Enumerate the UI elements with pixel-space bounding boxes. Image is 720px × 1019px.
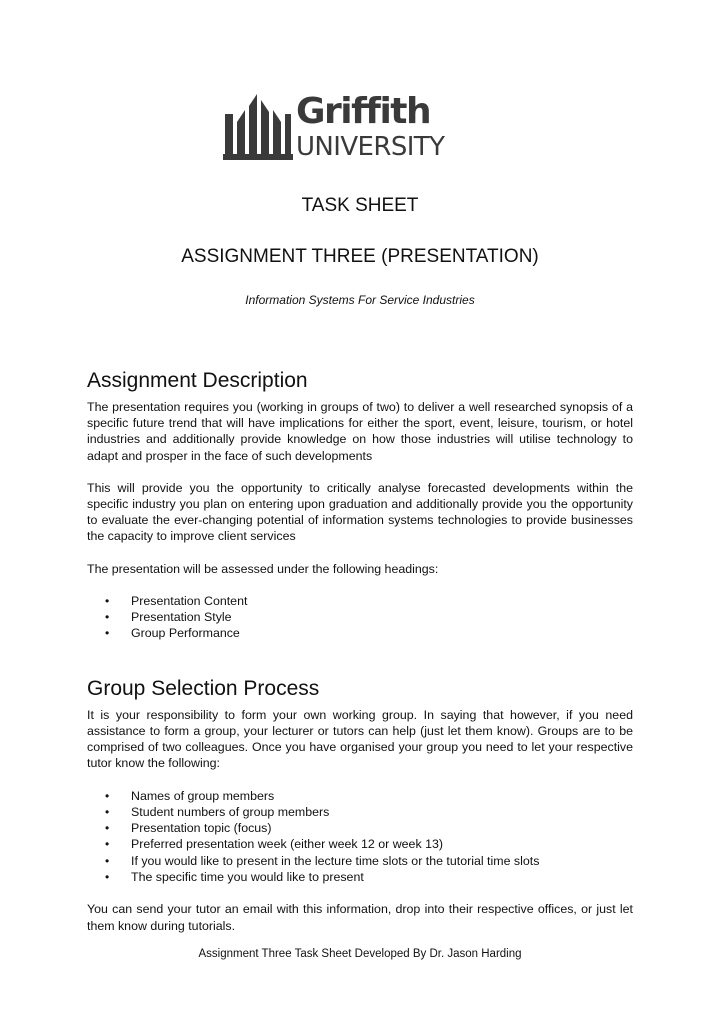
- document-body: [87, 368, 633, 950]
- assignment-description-heading: Assignment Description: [87, 369, 308, 392]
- logo-wordmark-university: UNIVERSITY: [296, 132, 445, 162]
- list-item: • Presentation Content: [87, 593, 633, 609]
- task-sheet-title: TASK SHEET: [301, 195, 419, 216]
- page-footer: Assignment Three Task Sheet Developed By Dr. Jason Harding: [198, 948, 522, 960]
- description-paragraph-2: This will provide you the opportunity to critically analyse forecasted developments within the specific industry you plan on entering upon graduation and additionally provide you the opportunity to evaluate the ever-changing potential of information systems technologies to provide businesses the capacity to improve client services: [87, 480, 633, 544]
- logo-wordmark-griffith: Griffith: [296, 91, 431, 132]
- assignment-title: ASSIGNMENT THREE (PRESENTATION): [181, 246, 539, 267]
- list-item: • Names of group members: [87, 788, 633, 804]
- list-item: • The specific time you would like to present: [87, 869, 633, 885]
- griffith-emblem-icon: [221, 92, 293, 164]
- list-item: • Presentation topic (focus): [87, 820, 633, 836]
- group-paragraph-1: It is your responsibility to form your own working group. In saying that however, if you need assistance to form a group, your lecturer or tutors can help (just let them know). Groups are to be comprised of two colleagues. Once you have organised your group you need to let your respective tutor know the following:: [87, 707, 633, 771]
- description-paragraph-1: The presentation requires you (working in groups of two) to deliver a well researched synopsis of a specific future trend that will have implications for either the sport, event, leisure, tourism, or hotel industries and additionally provide knowledge on how those industries will utilise technology to adapt and prosper in the face of such developments: [87, 400, 633, 463]
- group-paragraph-2: You can send your tutor an email with this information, drop into their respective offices, or just let them know during tutorials.: [87, 902, 633, 933]
- list-item: • Preferred presentation week (either week 12 or week 13): [87, 836, 633, 852]
- list-item: • Group Performance: [87, 625, 633, 641]
- list-item: • Student numbers of group members: [87, 804, 633, 820]
- list-item: • Presentation Style: [87, 609, 633, 625]
- assessment-headings-list: [87, 593, 633, 642]
- course-subtitle: Information Systems For Service Industries: [245, 293, 475, 307]
- description-paragraph-3: The presentation will be assessed under the following headings:: [87, 561, 439, 576]
- group-selection-heading: Group Selection Process: [87, 676, 320, 700]
- group-requirements-list: [87, 788, 633, 886]
- list-item: • If you would like to present in the lecture time slots or the tutorial time slots: [87, 853, 633, 869]
- university-logo: [221, 92, 497, 164]
